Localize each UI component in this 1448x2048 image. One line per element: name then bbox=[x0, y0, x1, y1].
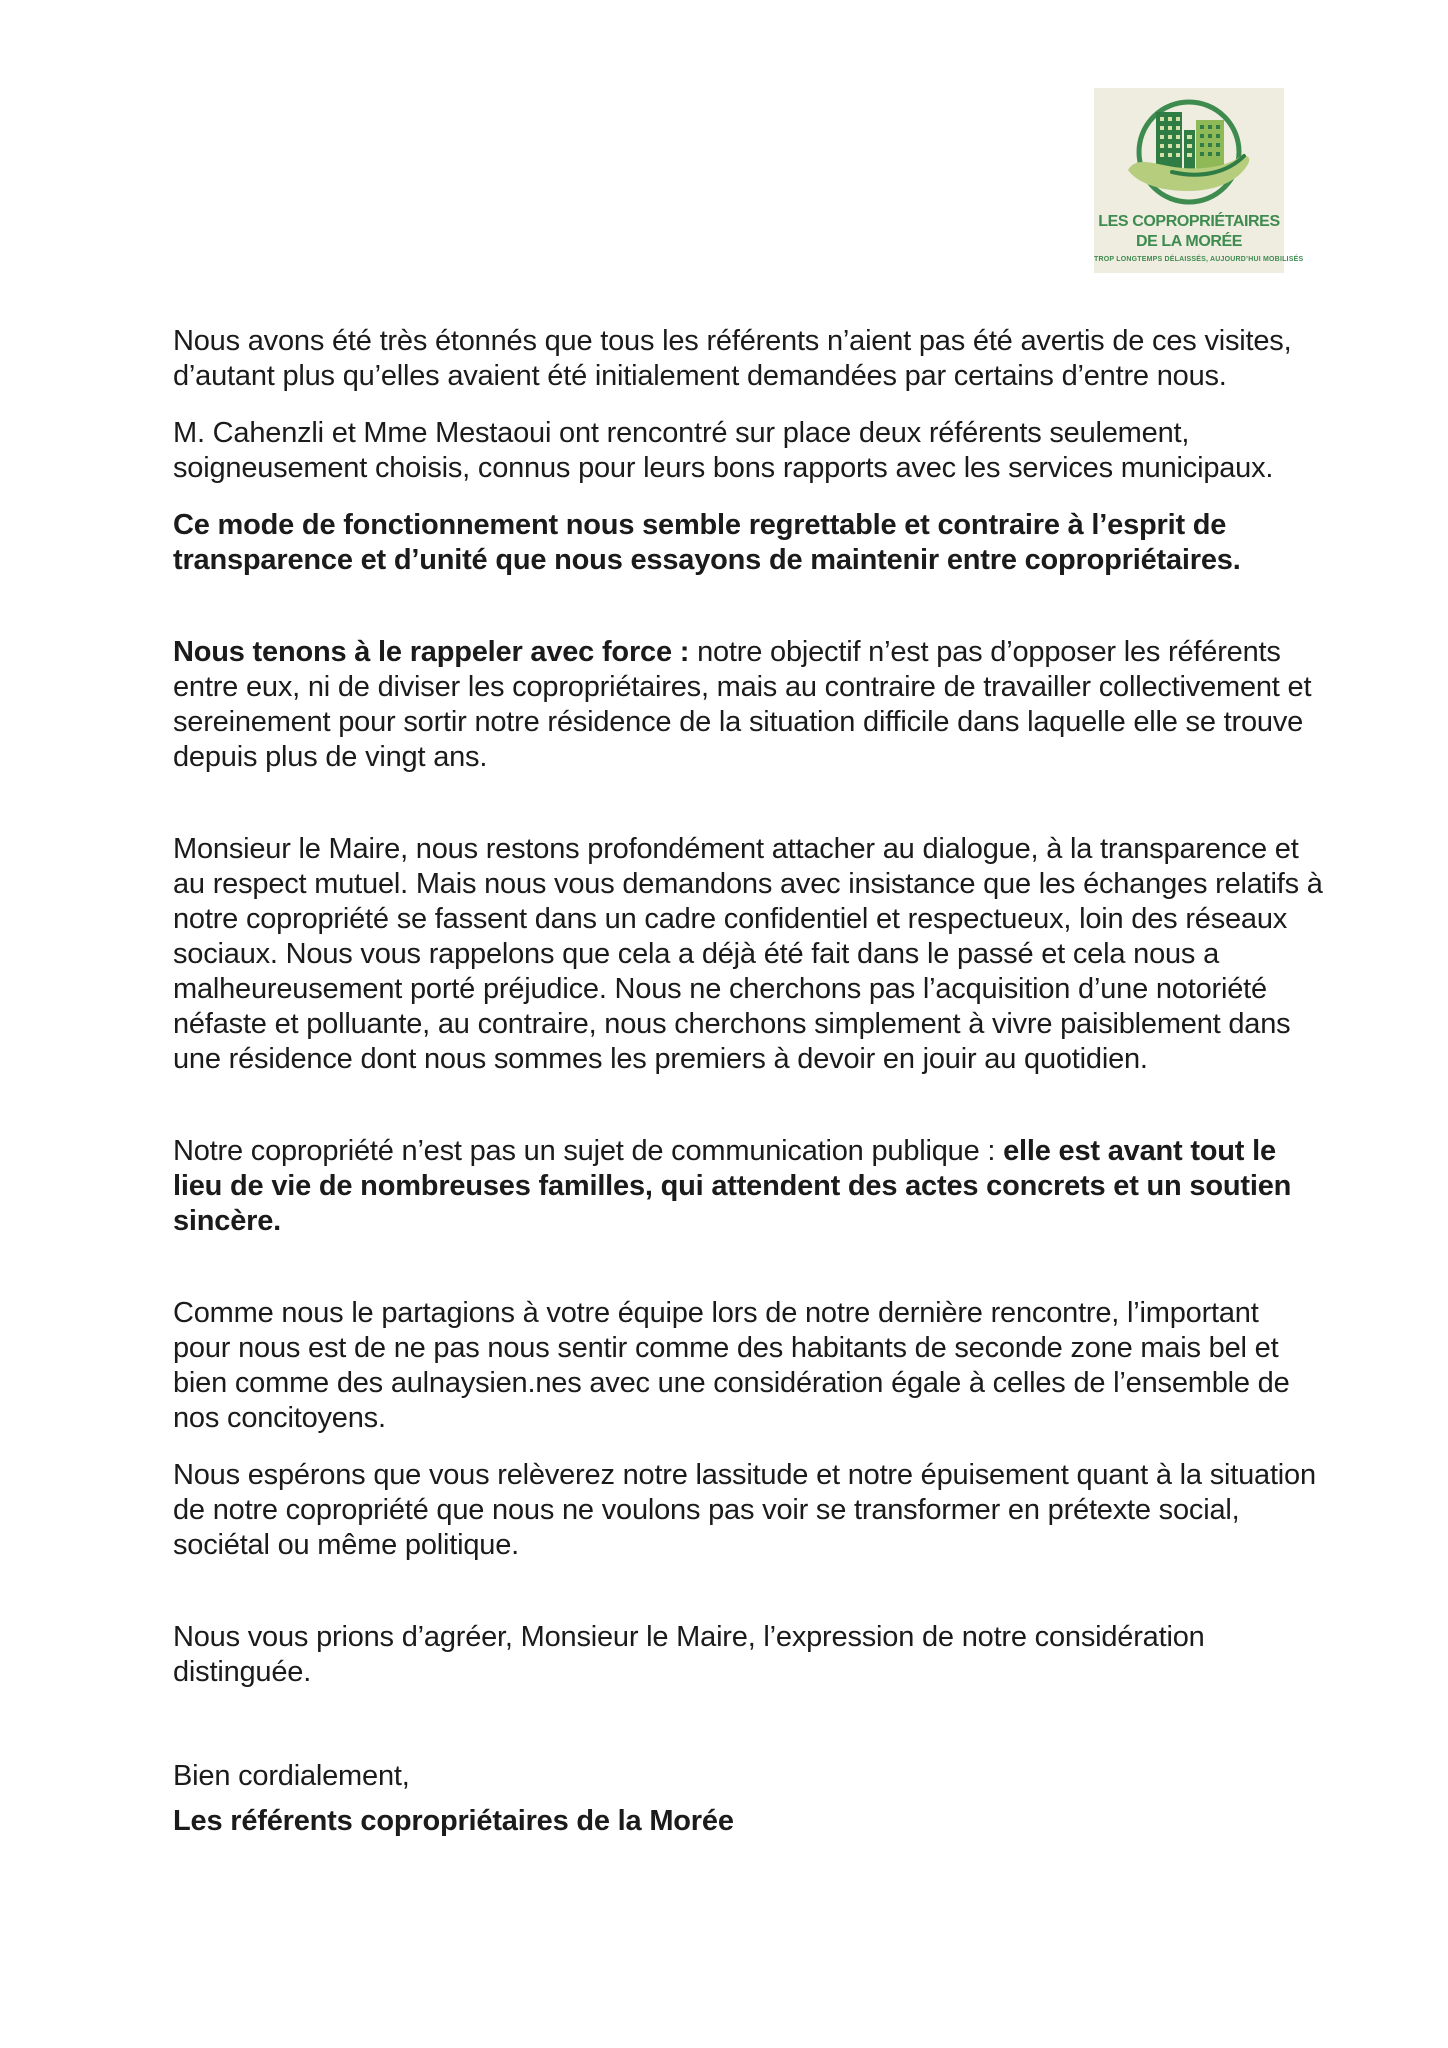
text-run: Notre copropriété n’est pas un sujet de communication publique : bbox=[173, 1135, 1004, 1167]
text-run: notre objectif n’est pas d’opposer les référents entre eux, ni de diviser les copropriétaires, mais au contraire de travailler collectivement et sereinement pour sortir notre résidence de la situation difficile dans laquelle elle se trouve depuis plus de vingt ans. bbox=[173, 636, 1312, 773]
logo-title-line1: LES COPROPRIÉTAIRES bbox=[1098, 213, 1280, 230]
paragraph bbox=[173, 324, 1323, 394]
letter-body bbox=[173, 324, 1323, 1861]
text-run: Bien cordialement, bbox=[173, 1760, 410, 1792]
bold-text-run: Ce mode de fonctionnement nous semble regrettable et contraire à l’esprit de transparence et d’unité que nous essayons de maintenir entre copropriétaires. bbox=[173, 509, 1241, 576]
paragraph bbox=[173, 1804, 1323, 1839]
bold-text-run: elle est avant tout le lieu de vie de nombreuses familles, qui attendent des actes concrets et un soutien sincère. bbox=[173, 1135, 1292, 1237]
buildings-icon bbox=[1156, 112, 1224, 172]
paragraph bbox=[173, 1134, 1323, 1239]
text-run: M. Cahenzli et Mme Mestaoui ont rencontré sur place deux référents seulement, soigneusement choisis, connus pour leurs bons rapports avec les services municipaux. bbox=[173, 417, 1274, 484]
text-run: Nous vous prions d’agréer, Monsieur le Maire, l’expression de notre considération distinguée. bbox=[173, 1621, 1205, 1688]
logo-title-line2: DE LA MORÉE bbox=[1135, 233, 1243, 250]
paragraph bbox=[173, 508, 1323, 578]
text-run: Monsieur le Maire, nous restons profondément attacher au dialogue, à la transparence et au respect mutuel. Mais nous vous demandons avec insistance que les échanges relatifs à notre copropriété se fassent dans un cadre confidentiel et respectueux, loin des réseaux sociaux. Nous vous rappelons que cela a déjà été fait dans le passé et cela nous a malheureusement porté préjudice. Nous ne cherchons pas l’acquisition d’une notoriété néfaste et polluante, au contraire, nous cherchons simplement à vivre paisiblement dans une résidence dont nous sommes les premiers à devoir en jouir au quotidien. bbox=[173, 833, 1323, 1075]
logo-tagline: TROP LONGTEMPS DÉLAISSÉS, AUJOURD’HUI MOBILISÉS bbox=[1094, 256, 1304, 263]
bold-text-run: Les référents copropriétaires de la Morée bbox=[173, 1805, 734, 1837]
association-logo bbox=[1094, 88, 1304, 273]
paragraph bbox=[173, 832, 1323, 1077]
paragraph bbox=[173, 635, 1323, 775]
paragraph bbox=[173, 1458, 1323, 1563]
paragraph bbox=[173, 416, 1323, 486]
text-run: Nous espérons que vous relèverez notre lassitude et notre épuisement quant à la situation de notre copropriété que nous ne voulons pas voir se transformer en prétexte social, sociétal ou même politique. bbox=[173, 1459, 1316, 1561]
paragraph bbox=[173, 1620, 1323, 1690]
text-run: Comme nous le partagions à votre équipe lors de notre dernière rencontre, l’important pour nous est de ne pas nous sentir comme des habitants de seconde zone mais bel et bien comme des aulnaysien.nes avec une considération égale à celles de l’ensemble de nos concitoyens. bbox=[173, 1297, 1290, 1434]
text-run: Nous avons été très étonnés que tous les référents n’aient pas été avertis de ces visites, d’autant plus qu’elles avaient été initialement demandées par certains d’entre nous. bbox=[173, 325, 1292, 392]
bold-text-run: Nous tenons à le rappeler avec force : bbox=[173, 636, 698, 668]
paragraph bbox=[173, 1759, 1323, 1794]
logo-emblem-icon bbox=[1114, 94, 1264, 212]
paragraph bbox=[173, 1296, 1323, 1436]
